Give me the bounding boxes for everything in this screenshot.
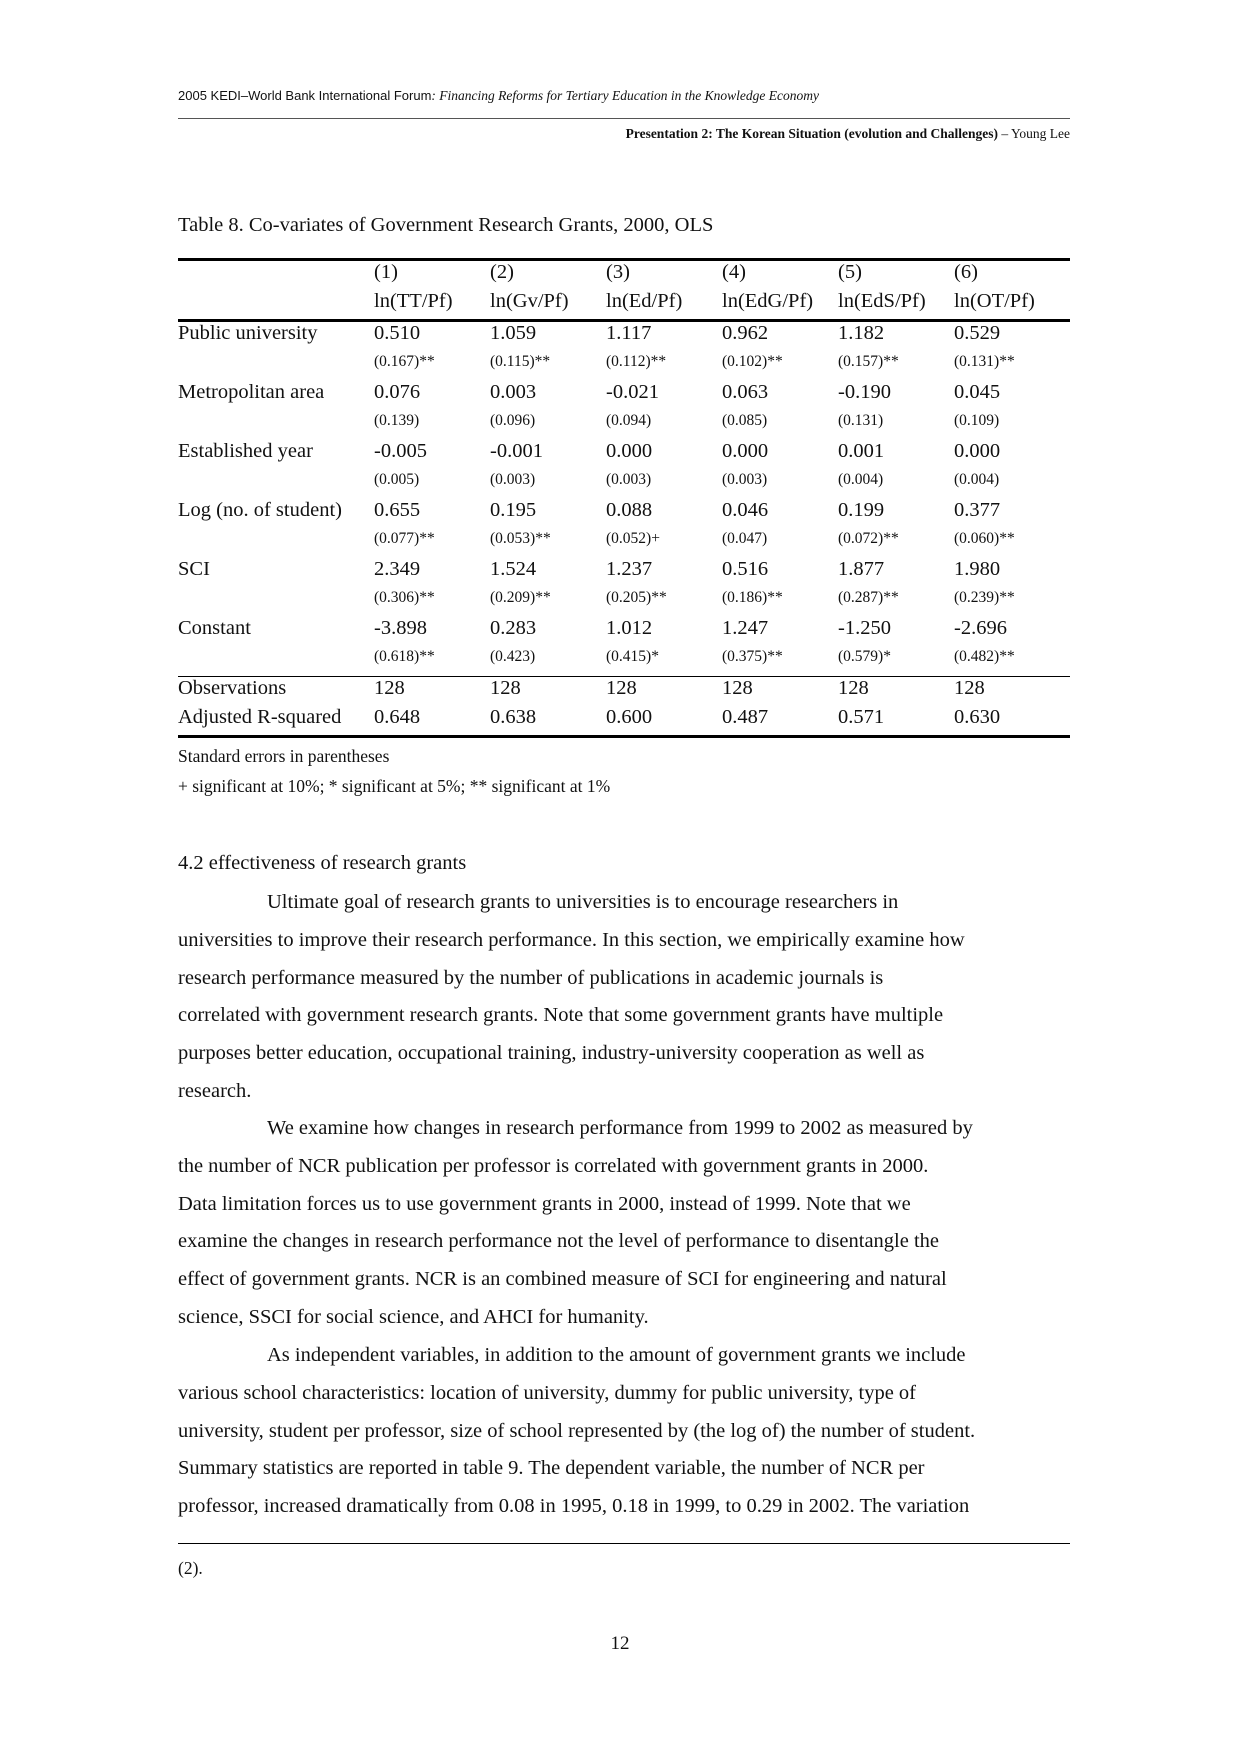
coefficient-cell: -0.190	[838, 381, 891, 403]
forum-name: 2005 KEDI–World Bank International Forum	[178, 88, 432, 103]
coefficient-cell: 0.063	[722, 381, 769, 403]
standard-error-cell: (0.094)	[606, 412, 652, 429]
table-row-coefficients	[178, 440, 1070, 471]
standard-error-cell: (0.112)**	[606, 353, 667, 370]
coefficient-cell: 0.510	[374, 322, 421, 344]
regression-table	[178, 258, 1070, 738]
author-name: Young Lee	[1010, 126, 1070, 141]
row-label-empty	[178, 353, 374, 381]
row-label-empty	[178, 412, 374, 440]
header-row-numbers	[178, 260, 1070, 291]
standard-error-cell: (0.085)	[722, 412, 768, 429]
standard-error-cell: (0.375)**	[722, 648, 783, 665]
coefficient-cell: 0.655	[374, 499, 421, 521]
column-variable: ln(OT/Pf)	[954, 290, 1070, 321]
row-label-empty	[178, 589, 374, 617]
standard-error-cell: (0.239)**	[954, 589, 1015, 606]
standard-error-cell: (0.004)	[954, 471, 1000, 488]
standard-error-cell: (0.005)	[374, 471, 420, 488]
column-variable: ln(Ed/Pf)	[606, 290, 722, 321]
paragraph-line: the number of NCR publication per professor is correlated with government grants in 2000.	[178, 1154, 929, 1177]
coefficient-cell: 1.237	[606, 558, 653, 580]
paragraph-line: professor, increased dramatically from 0.08 in 1995, 0.18 in 1999, to 0.29 in 2002. The variation	[178, 1495, 970, 1518]
coefficient-cell: 1.117	[606, 322, 652, 344]
paragraph-line: Summary statistics are reported in table 9. The dependent variable, the number of NCR per	[178, 1457, 925, 1480]
coefficient-cell: 0.000	[954, 440, 1001, 462]
paragraph-line: research.	[178, 1079, 252, 1102]
paragraph-line: effect of government grants. NCR is an combined measure of SCI for engineering and natural	[178, 1268, 947, 1291]
standard-error-cell: (0.060)**	[954, 530, 1015, 547]
coefficient-cell: 1.980	[954, 558, 1001, 580]
table-title: Table 8. Co-variates of Government Research Grants, 2000, OLS	[178, 214, 714, 236]
coefficient-cell: 0.000	[606, 440, 653, 462]
coefficient-cell: 0.283	[490, 617, 537, 639]
coefficient-cell: -1.250	[838, 617, 891, 639]
forum-subtitle: : Financing Reforms for Tertiary Education in the Knowledge Economy	[431, 88, 819, 103]
page-number: 12	[610, 1633, 630, 1654]
stat-value: 128	[490, 677, 606, 707]
author-separator: –	[997, 126, 1011, 141]
column-variable: ln(EdG/Pf)	[722, 290, 838, 321]
header-row-variables	[178, 290, 1070, 321]
standard-error-cell: (0.482)**	[954, 648, 1015, 665]
running-header-forum	[178, 88, 819, 104]
column-variable: ln(Gv/Pf)	[490, 290, 606, 321]
standard-error-cell: (0.205)**	[606, 589, 667, 606]
stat-value: 0.571	[838, 706, 954, 737]
standard-error-cell: (0.306)**	[374, 589, 435, 606]
coefficient-cell: 0.529	[954, 322, 1001, 344]
paragraph-line: universities to improve their research performance. In this section, we empirically examine how	[178, 928, 965, 951]
paragraph-line: research performance measured by the number of publications in academic journals is	[178, 966, 884, 989]
column-number: (3)	[606, 260, 722, 291]
coefficient-cell: 1.877	[838, 558, 885, 580]
standard-error-cell: (0.072)**	[838, 530, 899, 547]
table-row-standard-errors	[178, 471, 1070, 499]
stat-value: 0.630	[954, 706, 1070, 737]
standard-error-cell: (0.167)**	[374, 353, 435, 370]
paragraph-line: Data limitation forces us to use government grants in 2000, instead of 1999. Note that we	[178, 1192, 911, 1215]
coefficient-cell: 0.001	[838, 440, 885, 462]
standard-error-cell: (0.131)**	[954, 353, 1015, 370]
stat-label: Adjusted R-squared	[178, 706, 374, 737]
standard-error-cell: (0.003)	[606, 471, 652, 488]
standard-error-cell: (0.579)*	[838, 648, 891, 665]
paragraph-line: As independent variables, in addition to the amount of government grants we include	[267, 1344, 966, 1366]
coefficient-cell: 1.524	[490, 558, 537, 580]
paragraph-line: various school characteristics: location of university, dummy for public university, type of	[178, 1381, 917, 1404]
table-row-standard-errors	[178, 589, 1070, 617]
table-row-standard-errors	[178, 412, 1070, 440]
coefficient-cell: 0.962	[722, 322, 769, 344]
coefficient-cell: 0.516	[722, 558, 769, 580]
row-label-empty	[178, 648, 374, 677]
header-corner	[178, 290, 374, 321]
coefficient-cell: 0.377	[954, 499, 1001, 521]
standard-error-cell: (0.053)**	[490, 530, 551, 547]
coefficient-cell: 2.349	[374, 558, 421, 580]
paragraph-line: purposes better education, occupational training, industry-university cooperation as well as	[178, 1042, 925, 1065]
row-label: Log (no. of student)	[178, 499, 342, 521]
row-label-empty	[178, 530, 374, 558]
standard-error-cell: (0.052)+	[606, 530, 660, 547]
standard-error-cell: (0.415)*	[606, 648, 659, 665]
row-label: SCI	[178, 558, 210, 580]
column-number: (4)	[722, 260, 838, 291]
coefficient-cell: -2.696	[954, 617, 1007, 639]
coefficient-cell: 1.182	[838, 322, 885, 344]
coefficient-cell: 1.012	[606, 617, 653, 639]
standard-error-cell: (0.102)**	[722, 353, 783, 370]
row-label: Constant	[178, 617, 251, 639]
standard-error-cell: (0.047)	[722, 530, 768, 547]
header-rule	[178, 118, 1070, 119]
paragraph	[178, 1337, 1072, 1526]
coefficient-cell: 1.247	[722, 617, 769, 639]
stat-value: 0.487	[722, 706, 838, 737]
table-row-coefficients	[178, 558, 1070, 589]
stat-value: 128	[374, 677, 490, 707]
table-row-coefficients	[178, 617, 1070, 648]
coefficient-cell: 0.003	[490, 381, 537, 403]
standard-error-cell: (0.096)	[490, 412, 536, 429]
paragraph-line: science, SSCI for social science, and AHCI for humanity.	[178, 1305, 649, 1328]
coefficient-cell: 0.199	[838, 499, 885, 521]
coefficient-cell: 0.088	[606, 499, 653, 521]
standard-error-cell: (0.287)**	[838, 589, 899, 606]
stat-value: 0.638	[490, 706, 606, 737]
column-number: (1)	[374, 260, 490, 291]
standard-error-cell: (0.618)**	[374, 648, 435, 665]
paragraph-line: Ultimate goal of research grants to universities is to encourage researchers in	[267, 891, 899, 913]
standard-error-cell: (0.003)	[490, 471, 536, 488]
table-row-coefficients	[178, 381, 1070, 412]
table-row-standard-errors	[178, 353, 1070, 381]
coefficient-cell: 0.000	[722, 440, 769, 462]
presentation-title: Presentation 2: The Korean Situation (evolution and Challenges)	[625, 126, 998, 141]
table-row-coefficients	[178, 499, 1070, 530]
coefficient-cell: -0.021	[606, 381, 659, 403]
table-row-coefficients	[178, 321, 1070, 354]
standard-error-cell: (0.077)**	[374, 530, 435, 547]
standard-error-cell: (0.186)**	[722, 589, 783, 606]
standard-error-cell: (0.139)	[374, 412, 420, 429]
standard-error-cell: (0.157)**	[838, 353, 899, 370]
footnote-rule	[178, 1543, 1070, 1544]
stat-value: 128	[838, 677, 954, 707]
footnote-text: (2).	[178, 1558, 203, 1578]
standard-error-cell: (0.004)	[838, 471, 884, 488]
paragraph	[178, 1110, 1072, 1337]
stat-value: 0.600	[606, 706, 722, 737]
header-corner	[178, 260, 374, 291]
row-label-empty	[178, 471, 374, 499]
paragraph-line: examine the changes in research performance not the level of performance to disentangle the	[178, 1230, 940, 1253]
coefficient-cell: -0.001	[490, 440, 543, 462]
column-number: (2)	[490, 260, 606, 291]
standard-error-cell: (0.115)**	[490, 353, 551, 370]
row-label: Established year	[178, 440, 313, 462]
stat-value: 128	[954, 677, 1070, 707]
standard-error-cell: (0.109)	[954, 412, 1000, 429]
coefficient-cell: 0.195	[490, 499, 537, 521]
paragraph-line: university, student per professor, size of school represented by (the log of) the number of student.	[178, 1419, 976, 1442]
standard-error-cell: (0.131)	[838, 412, 884, 429]
section-heading: 4.2 effectiveness of research grants	[178, 852, 467, 874]
standard-error-cell: (0.003)	[722, 471, 768, 488]
table-note-standard-errors: Standard errors in parentheses	[178, 746, 390, 766]
row-label: Public university	[178, 322, 318, 344]
table-row-standard-errors	[178, 648, 1070, 677]
coefficient-cell: 0.076	[374, 381, 421, 403]
stat-value: 0.648	[374, 706, 490, 737]
stat-value: 128	[722, 677, 838, 707]
table-row-statistic	[178, 706, 1070, 737]
coefficient-cell: -0.005	[374, 440, 427, 462]
paragraph-line: correlated with government research grants. Note that some government grants have multiple	[178, 1004, 944, 1027]
row-label: Metropolitan area	[178, 381, 325, 403]
column-variable: ln(EdS/Pf)	[838, 290, 954, 321]
table-row-standard-errors	[178, 530, 1070, 558]
standard-error-cell: (0.423)	[490, 648, 536, 665]
column-number: (5)	[838, 260, 954, 291]
coefficient-cell: 0.046	[722, 499, 769, 521]
stat-value: 128	[606, 677, 722, 707]
table-row-statistic	[178, 677, 1070, 707]
coefficient-cell: 0.045	[954, 381, 1001, 403]
column-variable: ln(TT/Pf)	[374, 290, 490, 321]
running-header-presentation	[626, 126, 1070, 142]
stat-label: Observations	[178, 677, 374, 707]
coefficient-cell: -3.898	[374, 617, 427, 639]
coefficient-cell: 1.059	[490, 322, 537, 344]
paragraph-line: We examine how changes in research performance from 1999 to 2002 as measured by	[267, 1117, 973, 1139]
standard-error-cell: (0.209)**	[490, 589, 551, 606]
paragraph	[178, 884, 1072, 1111]
column-number: (6)	[954, 260, 1070, 291]
table-note-significance: + significant at 10%; * significant at 5%; ** significant at 1%	[178, 776, 611, 796]
